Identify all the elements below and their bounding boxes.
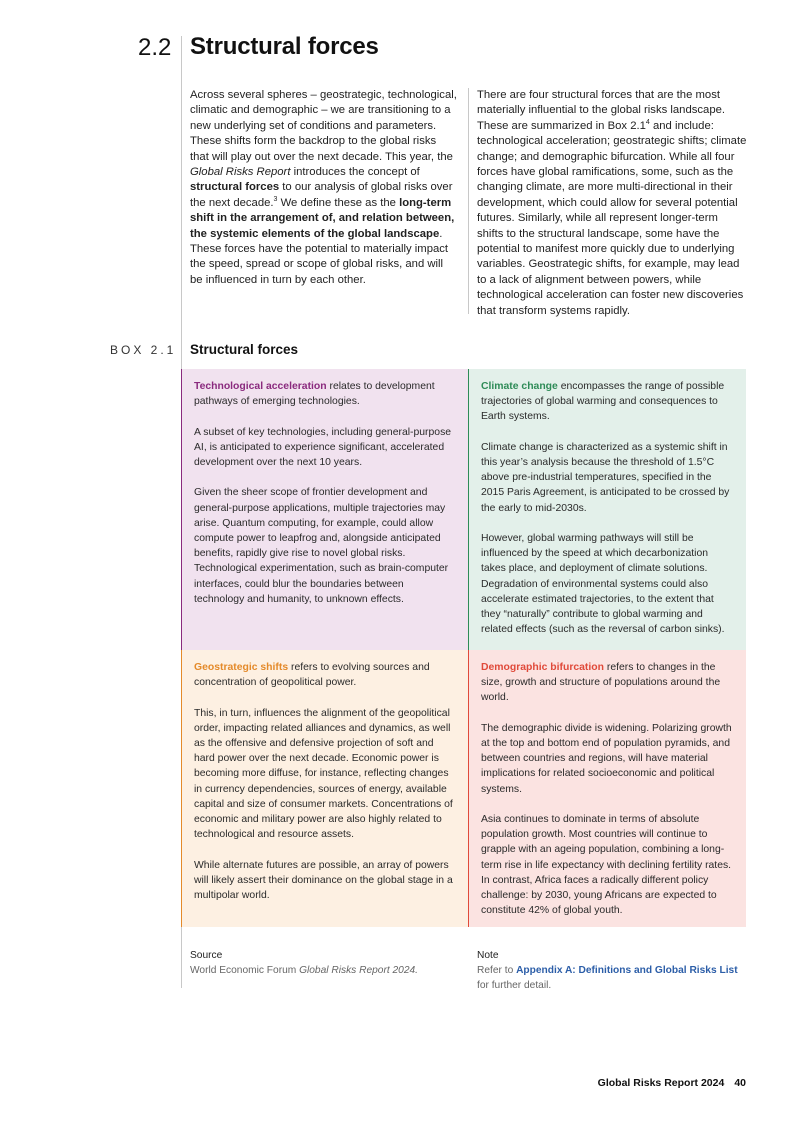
intro-text: and include: technological acceleration; geostrategic shifts; climate change; and demographic bifurcation. While all four forces have global ramifications, some, such as the changing climate, are more multi-directional in their development, which could allow for several potential futures. Similarly, while all represent longer-term shifts to the structural landscape, some have the potential to manifest more quickly due to underlying variables. Geostrategic shifts, for example, may lead to a lack of alignment between powers, while technological acceleration can foster new discoveries that transform systems rapidly. (477, 119, 747, 317)
box-title: Structural forces (190, 342, 299, 357)
panel-paragraph: This, in turn, influences the alignment of the geopolitical order, impacting related alliances and dynamics, as well as the offensive and defensive projection of soft and hard power over the next decade. Economic power is becoming more diffuse, for instance, reflecting changes in currency dependencies, sources of energy, available capital and size of consumer markets. Concentrations of economic and military power are also highly related to technological and resource assets. (194, 707, 453, 841)
panel-paragraph: A subset of key technologies, including general-purpose AI, is anticipated to experience significant, accelerated development over the next 10 years. (194, 426, 452, 468)
intro-text: We define these as the (277, 196, 400, 209)
panel-paragraph (481, 379, 734, 425)
section-title: Structural forces (190, 33, 379, 60)
intro-left-column (190, 88, 458, 288)
note-text (477, 963, 747, 993)
note-lead: Refer to (477, 965, 517, 976)
source-report-title: Global Risks Report 2024. (299, 965, 418, 976)
note-tail: for further detail. (477, 980, 552, 991)
footer-report-title: Global Risks Report 2024 (597, 1077, 725, 1089)
panel-text: refers to changes in the size, growth and structure of populations around the world. (481, 662, 721, 704)
intro-text: . These forces have the potential to materially impact the speed, spread or scope of global risks, and will be influenced in turn by each other. (190, 227, 449, 286)
demographic-bifurcation-panel (468, 650, 746, 927)
intro-right-paragraph (477, 88, 747, 319)
note-header: Note (477, 950, 499, 961)
panel-paragraph: Climate change is characterized as a systemic shift in this year’s analysis because the threshold of 1.5°C above pre-industrial temperatures, specified in the 2015 Paris Agreement, is anticipated to be crossed by the early to mid-2030s. (481, 441, 730, 514)
geostrategic-shifts-keyword: Geostrategic shifts (194, 662, 289, 673)
box-label: BOX 2.1 (110, 343, 177, 357)
panel-paragraph (481, 660, 734, 706)
climate-change-keyword: Climate change (481, 381, 558, 392)
intro-left-paragraph (190, 88, 458, 288)
panel-paragraph: Given the sheer scope of frontier development and general-purpose applications, multiple trajectories may arise. Quantum computing, for example, could allow compute power to leapfrog and, alongside anticipated benefits, rapidly give rise to novel global risks. Technological experimentation, such as brain-computer interfaces, could blur the boundaries between technology and humanity, to unknown effects. (194, 487, 449, 605)
footnote-ref-3[interactable]: 3 (273, 196, 278, 204)
source-header: Source (190, 950, 223, 961)
geostrategic-shifts-panel (181, 650, 468, 927)
panel-paragraph (194, 660, 456, 690)
panel-text: refers to evolving sources and concentration of geopolitical power. (194, 662, 430, 689)
section-number: 2.2 (138, 34, 172, 61)
panel-paragraph: However, global warming pathways will still be influenced by the speed at which decarbonization takes place, and deployment of climate solutions. Degradation of environmental systems could also accelerate estimated trajectories, to the extent that they “naturally” contribute to global warming and related effects (such as the reversal of carbon sinks). (481, 533, 725, 636)
panel-paragraph: Asia continues to dominate in terms of absolute population growth. Most countries will continue to grapple with an ageing population, combining a long-term rise in life expectancy with declining fertility rates. In contrast, Africa faces a radically different policy challenge: by 2030, young Africans are expected to constitute 42% of global youth. (481, 814, 732, 917)
report-title-italic: Global Risks Report (190, 166, 291, 179)
definition-bold: long-term shift in the arrangement of, and relation between, the systemic elements of the global landscape (190, 196, 455, 240)
source-text (190, 963, 418, 978)
source-block (190, 948, 418, 978)
panel-paragraph (194, 379, 456, 409)
intro-text: There are four structural forces that are the most materially influential to the global risks landscape. These are summarized in Box 2.1 (477, 89, 726, 132)
technological-acceleration-keyword: Technological acceleration (194, 381, 327, 392)
climate-change-panel (468, 369, 746, 650)
panel-text: encompasses the range of possible trajectories of global warming and consequences to Earth systems. (481, 381, 725, 423)
structural-forces-term: structural forces (190, 181, 280, 194)
note-block (477, 948, 747, 993)
technological-acceleration-panel (181, 369, 468, 650)
intro-text: Across several spheres – geostrategic, technological, climatic and demographic – we are transitioning to a new underlying set of conditions and parameters. These shifts form the backdrop to the global risks that will play out over the next decade. This year, the (190, 89, 457, 163)
column-divider (468, 88, 469, 314)
page-number: 40 (734, 1077, 746, 1089)
demographic-bifurcation-keyword: Demographic bifurcation (481, 662, 604, 673)
appendix-a-link[interactable]: Appendix A: Definitions and Global Risks List (516, 965, 738, 976)
intro-text: introduces the concept of (290, 166, 420, 179)
page-footer (598, 1077, 746, 1089)
panel-paragraph: The demographic divide is widening. Polarizing growth at the top and bottom end of population pyramids, and between countries and regions, will have material implications for related socioeconomic and political systems. (481, 722, 732, 795)
panel-paragraph: While alternate futures are possible, an array of powers will likely assert their dominance on the global stage in a multipolar world. (194, 859, 453, 902)
intro-right-column (477, 88, 747, 319)
panel-text: relates to development pathways of emerging technologies. (194, 381, 435, 408)
intro-text: to our analysis of global risks over the next decade. (190, 181, 453, 209)
footnote-ref-4[interactable]: 4 (645, 119, 650, 127)
source-org: World Economic Forum (190, 965, 300, 976)
